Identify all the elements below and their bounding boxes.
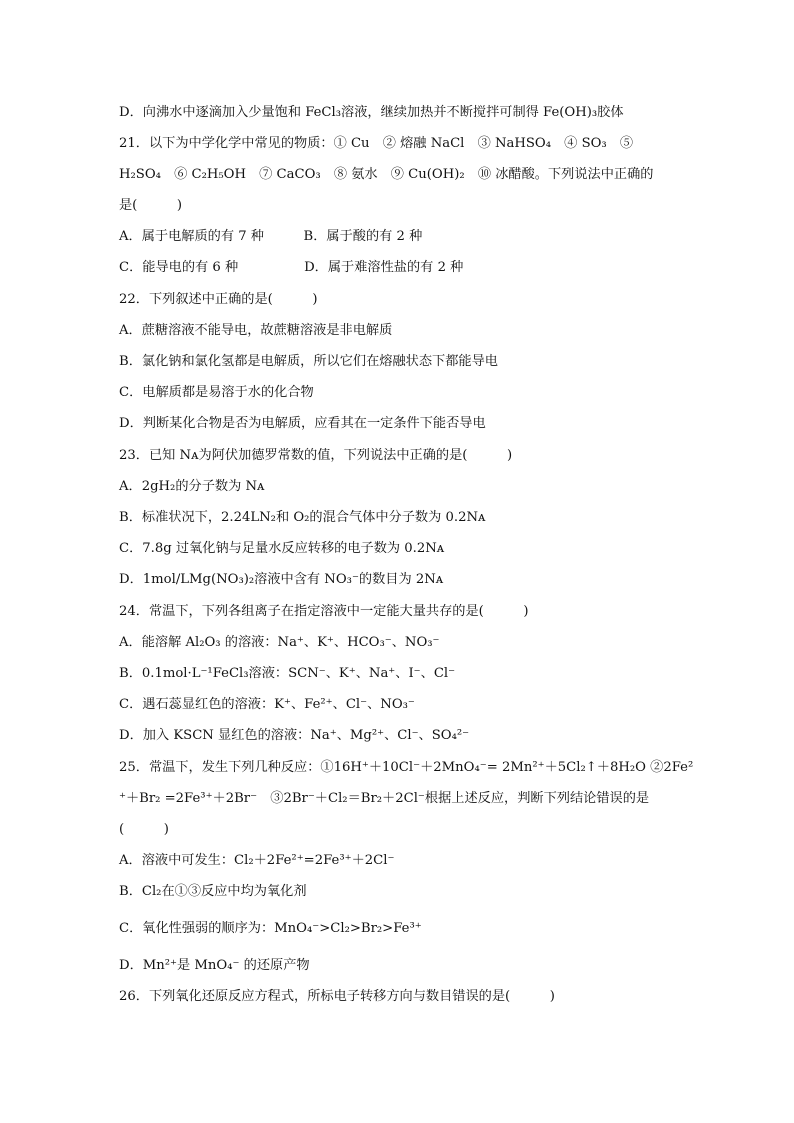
q25-option-c: C．氧化性强弱的顺序为：MnO₄⁻>Cl₂>Br₂>Fe³⁺ xyxy=(119,921,422,936)
q22-option-d: D．判断某化合物是否为电解质，应看其在一定条件下能否导电 xyxy=(119,416,486,431)
q25-option-b: B．Cl₂在①③反应中均为氧化剂 xyxy=(119,884,307,899)
q24-option-c: C．遇石蕊显红色的溶液：K⁺、Fe²⁺、Cl⁻、NO₃⁻ xyxy=(119,697,415,712)
q25-option-a: A．溶液中可发生：Cl₂＋2Fe²⁺=2Fe³⁺＋2Cl⁻ xyxy=(119,853,395,868)
q23-option-d: D．1mol/LMg(NO₃)₂溶液中含有 NO₃⁻的数目为 2Nᴀ xyxy=(119,572,444,587)
q25-stem-line2: ⁺＋Br₂ =2Fe³⁺＋2Br⁻ ③2Br⁻＋Cl₂＝Br₂＋2Cl⁻根据上述反应，判断下列结论错误的是 xyxy=(119,791,650,806)
q21-options-cd: C．能导电的有 6 种 D．属于难溶性盐的有 2 种 xyxy=(119,260,464,275)
q23-stem: 23．已知 Nᴀ为阿伏加德罗常数的值，下列说法中正确的是( ) xyxy=(119,448,513,463)
q23-option-a: A．2gH₂的分子数为 Nᴀ xyxy=(119,479,265,494)
q21-stem-line2: H₂SO₄ ⑥ C₂H₅OH ⑦ CaCO₃ ⑧ 氨水 ⑨ Cu(OH)₂ ⑩ 冰醋酸。下列说法中正确的 xyxy=(119,167,654,182)
q26-stem: 26．下列氧化还原反应方程式，所标电子转移方向与数目错误的是( ) xyxy=(119,989,555,1004)
q21-stem-line1: 21．以下为中学化学中常见的物质：① Cu ② 熔融 NaCl ③ NaHSO₄ ④ SO₃ ⑤ xyxy=(119,136,634,151)
q21-options-ab: A．属于电解质的有 7 种 B．属于酸的有 2 种 xyxy=(119,229,423,244)
q23-option-b: B．标准状况下，2.24LN₂和 O₂的混合气体中分子数为 0.2Nᴀ xyxy=(119,510,486,525)
q24-stem: 24．常温下，下列各组离子在指定溶液中一定能大量共存的是( ) xyxy=(119,604,529,619)
q24-option-a: A．能溶解 Al₂O₃ 的溶液：Na⁺、K⁺、HCO₃⁻、NO₃⁻ xyxy=(119,635,440,650)
q21-stem-line3: 是( ) xyxy=(119,198,183,213)
q22-option-c: C．电解质都是易溶于水的化合物 xyxy=(119,385,314,400)
q25-stem-line1: 25．常温下，发生下列几种反应：①16H⁺＋10Cl⁻＋2MnO₄⁻= 2Mn²⁺＋5Cl₂↑＋8H₂O ②2Fe² xyxy=(119,760,694,775)
q22-option-b: B．氯化钠和氯化氢都是电解质，所以它们在熔融状态下都能导电 xyxy=(119,354,498,369)
q25-option-d: D．Mn²⁺是 MnO₄⁻ 的还原产物 xyxy=(119,958,310,973)
q25-stem-line3: ( ) xyxy=(119,822,169,837)
q20-option-d: D．向沸水中逐滴加入少量饱和 FeCl₃溶液，继续加热并不断搅拌可制得 Fe(OH)₃胶体 xyxy=(119,105,624,120)
q23-option-c: C．7.8g 过氧化钠与足量水反应转移的电子数为 0.2Nᴀ xyxy=(119,541,445,556)
q24-option-d: D．加入 KSCN 显红色的溶液：Na⁺、Mg²⁺、Cl⁻、SO₄²⁻ xyxy=(119,728,470,743)
q24-option-b: B．0.1mol·L⁻¹FeCl₃溶液：SCN⁻、K⁺、Na⁺、I⁻、Cl⁻ xyxy=(119,666,456,681)
q22-option-a: A．蔗糖溶液不能导电，故蔗糖溶液是非电解质 xyxy=(119,323,393,338)
q22-stem: 22．下列叙述中正确的是( ) xyxy=(119,292,318,307)
